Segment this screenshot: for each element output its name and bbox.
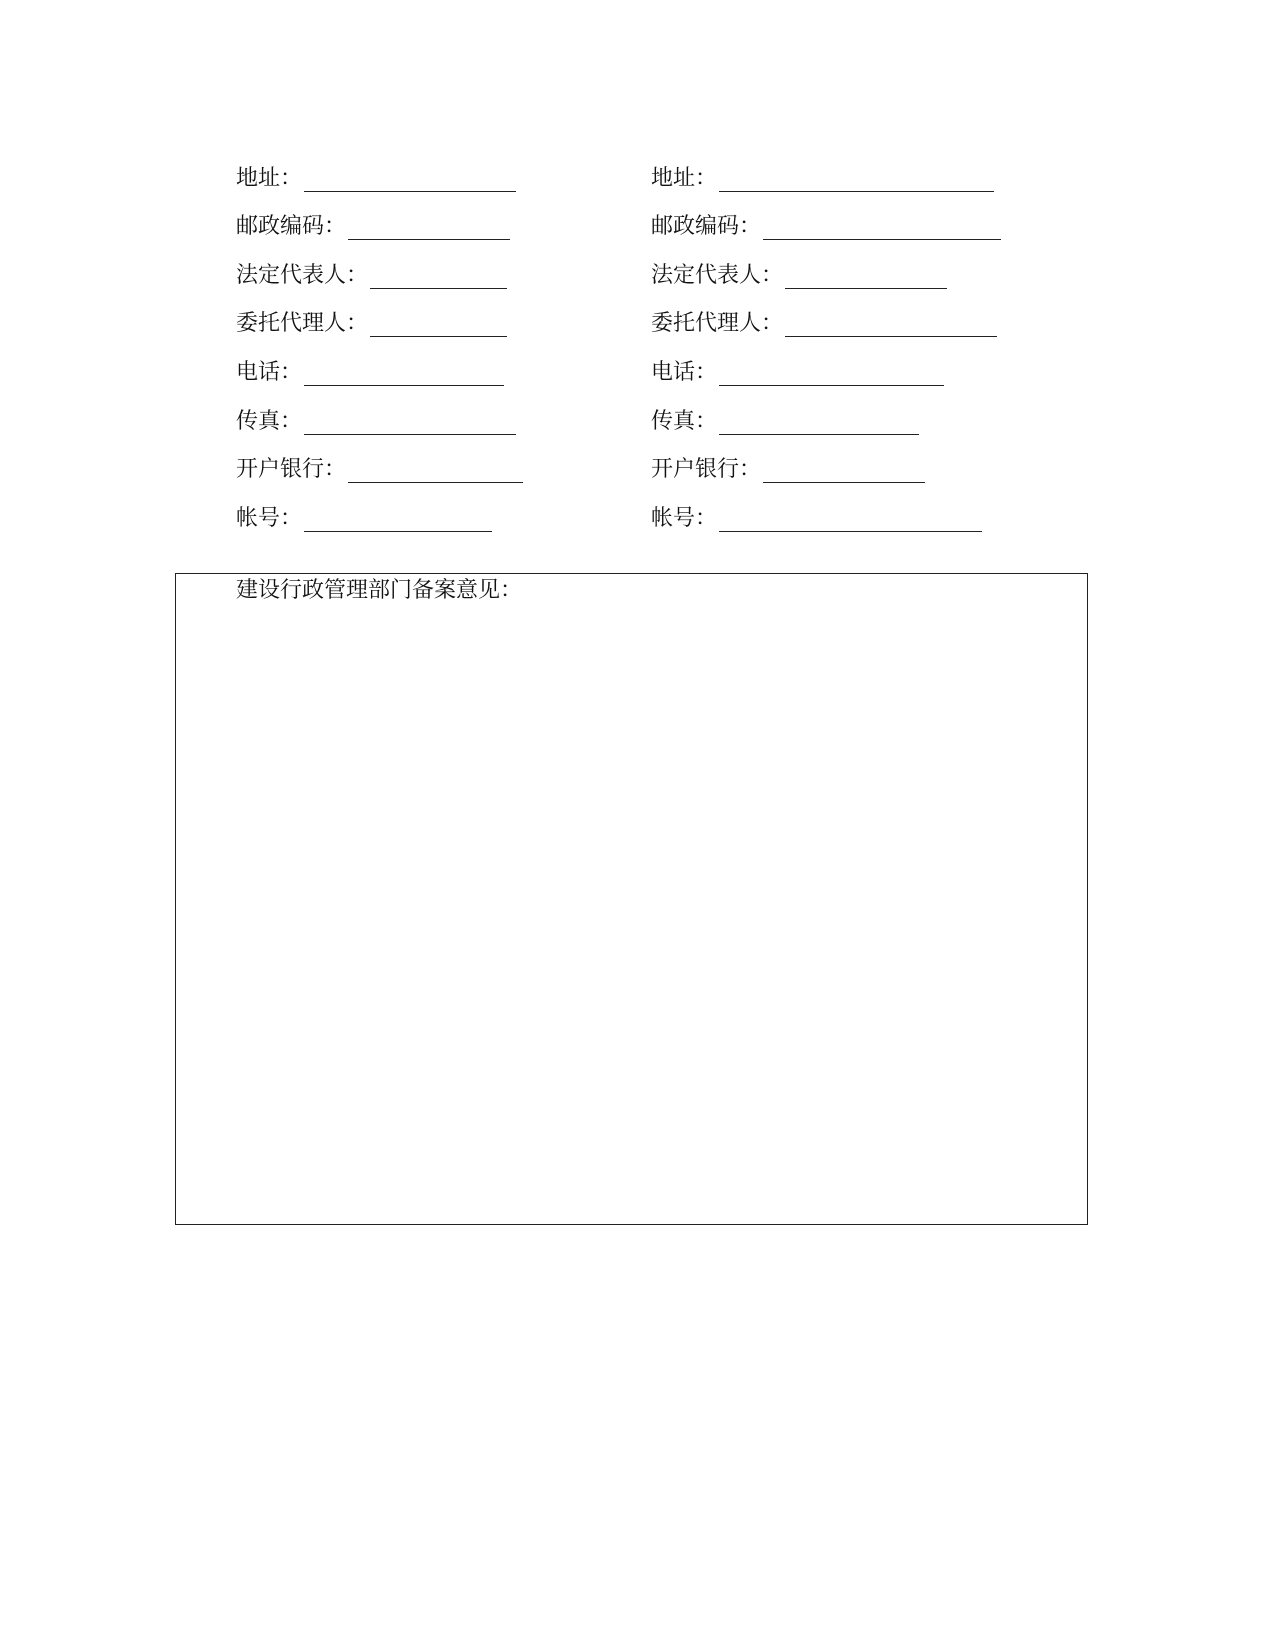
- right-fax-row: [651, 386, 1001, 435]
- left-bank-label: 开户银行：: [236, 457, 347, 483]
- right-legal-rep-row: [651, 240, 1001, 289]
- right-fax-field[interactable]: [719, 410, 919, 435]
- right-postcode-row: [651, 192, 1001, 241]
- right-account-label: 帐号：: [651, 505, 718, 531]
- left-legal-rep-row: [236, 240, 523, 289]
- left-postcode-label: 邮政编码：: [236, 214, 347, 240]
- left-account-row: [236, 483, 523, 532]
- left-phone-row: [236, 337, 523, 386]
- left-agent-row: [236, 289, 523, 338]
- left-fax-field[interactable]: [304, 410, 516, 435]
- left-agent-label: 委托代理人：: [236, 311, 369, 337]
- left-account-label: 帐号：: [236, 505, 303, 531]
- right-address-row: [651, 143, 1001, 192]
- right-postcode-field[interactable]: [763, 215, 1001, 240]
- right-address-field[interactable]: [719, 167, 994, 192]
- left-phone-label: 电话：: [236, 359, 303, 385]
- left-fax-label: 传真：: [236, 408, 303, 434]
- filing-opinion-box[interactable]: [175, 573, 1088, 1225]
- right-account-row: [651, 483, 1001, 532]
- right-fax-label: 传真：: [651, 408, 718, 434]
- right-bank-field[interactable]: [763, 458, 925, 483]
- right-bank-row: [651, 435, 1001, 484]
- right-phone-label: 电话：: [651, 359, 718, 385]
- right-address-label: 地址：: [651, 165, 718, 191]
- right-account-field[interactable]: [719, 507, 982, 532]
- left-bank-row: [236, 435, 523, 484]
- right-legal-rep-field[interactable]: [785, 264, 947, 289]
- right-party-info: [651, 143, 1001, 532]
- left-fax-row: [236, 386, 523, 435]
- right-legal-rep-label: 法定代表人：: [651, 262, 784, 288]
- filing-opinion-label: 建设行政管理部门备案意见：: [236, 578, 523, 603]
- right-phone-field[interactable]: [719, 361, 944, 386]
- right-postcode-label: 邮政编码：: [651, 214, 762, 240]
- right-agent-label: 委托代理人：: [651, 311, 784, 337]
- right-agent-field[interactable]: [785, 312, 997, 337]
- left-address-label: 地址：: [236, 165, 303, 191]
- right-agent-row: [651, 289, 1001, 338]
- left-party-info: [236, 143, 523, 532]
- left-agent-field[interactable]: [370, 312, 507, 337]
- right-phone-row: [651, 337, 1001, 386]
- left-account-field[interactable]: [304, 507, 492, 532]
- left-bank-field[interactable]: [348, 458, 523, 483]
- left-phone-field[interactable]: [304, 361, 504, 386]
- left-postcode-field[interactable]: [348, 215, 510, 240]
- right-bank-label: 开户银行：: [651, 457, 762, 483]
- left-postcode-row: [236, 192, 523, 241]
- left-legal-rep-field[interactable]: [370, 264, 507, 289]
- left-address-field[interactable]: [304, 167, 516, 192]
- left-address-row: [236, 143, 523, 192]
- left-legal-rep-label: 法定代表人：: [236, 262, 369, 288]
